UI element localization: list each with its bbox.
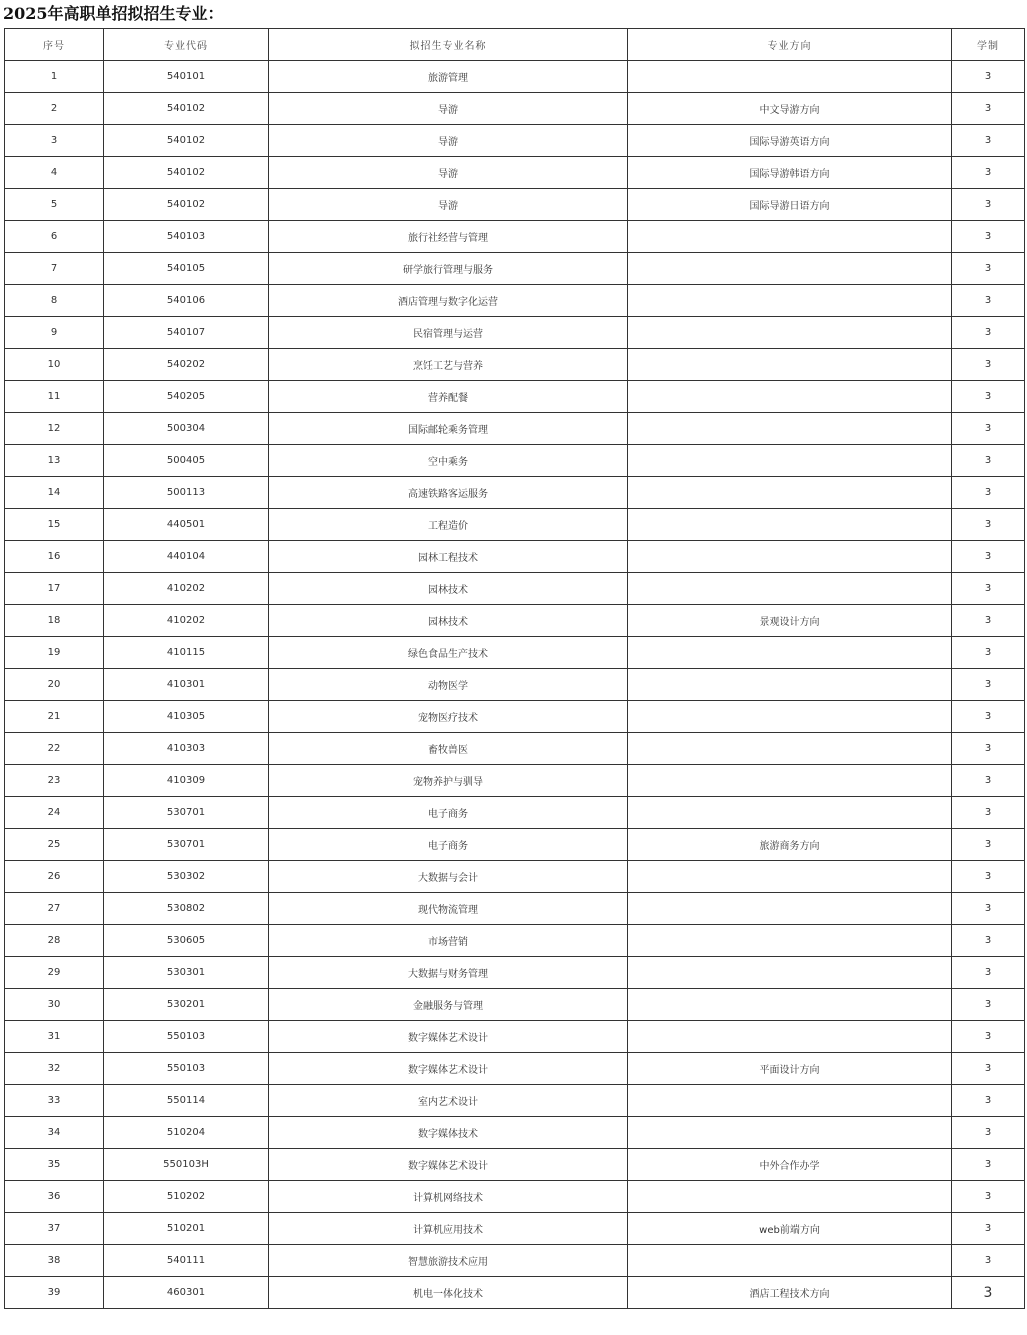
cell-direction: [628, 541, 952, 573]
cell-code: 530701: [104, 829, 269, 861]
cell-years: 3: [952, 189, 1025, 221]
table-row: [5, 157, 1025, 189]
header-years: 学制: [952, 29, 1025, 61]
cell-direction: [628, 1117, 952, 1149]
cell-code: 410301: [104, 669, 269, 701]
cell-code: 540111: [104, 1245, 269, 1277]
cell-major-name: 国际邮轮乘务管理: [269, 413, 628, 445]
cell-code: 510202: [104, 1181, 269, 1213]
cell-years: 3: [952, 253, 1025, 285]
cell-code: 540103: [104, 221, 269, 253]
cell-index: 15: [5, 509, 104, 541]
cell-direction: [628, 1021, 952, 1053]
table-row: [5, 733, 1025, 765]
cell-index: 16: [5, 541, 104, 573]
table-row: [5, 861, 1025, 893]
cell-direction: [628, 349, 952, 381]
cell-direction: [628, 61, 952, 93]
table-row: [5, 1181, 1025, 1213]
cell-years: 3: [952, 733, 1025, 765]
cell-major-name: 研学旅行管理与服务: [269, 253, 628, 285]
cell-code: 410202: [104, 605, 269, 637]
cell-years: 3: [952, 1053, 1025, 1085]
cell-major-name: 烹饪工艺与营养: [269, 349, 628, 381]
cell-years: 3: [952, 125, 1025, 157]
cell-direction: [628, 1245, 952, 1277]
cell-major-name: 电子商务: [269, 797, 628, 829]
cell-major-name: 宠物医疗技术: [269, 701, 628, 733]
cell-index: 33: [5, 1085, 104, 1117]
cell-years: 3: [952, 509, 1025, 541]
cell-code: 530302: [104, 861, 269, 893]
cell-index: 26: [5, 861, 104, 893]
header-index: 序号: [5, 29, 104, 61]
cell-index: 21: [5, 701, 104, 733]
cell-direction: [628, 253, 952, 285]
cell-years: 3: [952, 1277, 1025, 1309]
cell-code: 530802: [104, 893, 269, 925]
cell-major-name: 导游: [269, 157, 628, 189]
cell-direction: [628, 861, 952, 893]
cell-years: 3: [952, 765, 1025, 797]
cell-major-name: 数字媒体技术: [269, 1117, 628, 1149]
cell-code: 540101: [104, 61, 269, 93]
cell-years: 3: [952, 1213, 1025, 1245]
cell-code: 540102: [104, 157, 269, 189]
cell-code: 550103: [104, 1021, 269, 1053]
cell-major-name: 酒店管理与数字化运营: [269, 285, 628, 317]
cell-major-name: 智慧旅游技术应用: [269, 1245, 628, 1277]
cell-major-name: 现代物流管理: [269, 893, 628, 925]
cell-years: 3: [952, 1245, 1025, 1277]
cell-direction: 中文导游方向: [628, 93, 952, 125]
table-row: [5, 381, 1025, 413]
table-row: [5, 989, 1025, 1021]
cell-years: 3: [952, 829, 1025, 861]
cell-direction: [628, 381, 952, 413]
cell-direction: 国际导游英语方向: [628, 125, 952, 157]
cell-index: 30: [5, 989, 104, 1021]
table-row: [5, 797, 1025, 829]
cell-years: 3: [952, 573, 1025, 605]
table-row: [5, 701, 1025, 733]
cell-years: 3: [952, 1021, 1025, 1053]
cell-years: 3: [952, 925, 1025, 957]
table-row: [5, 445, 1025, 477]
table-header: [5, 29, 1025, 61]
cell-index: 10: [5, 349, 104, 381]
header-direction: 专业方向: [628, 29, 952, 61]
table-row: [5, 669, 1025, 701]
cell-years: 3: [952, 701, 1025, 733]
cell-direction: 国际导游日语方向: [628, 189, 952, 221]
table-row: [5, 349, 1025, 381]
cell-index: 1: [5, 61, 104, 93]
cell-code: 530701: [104, 797, 269, 829]
cell-major-name: 数字媒体艺术设计: [269, 1053, 628, 1085]
cell-index: 6: [5, 221, 104, 253]
cell-code: 440501: [104, 509, 269, 541]
cell-direction: [628, 413, 952, 445]
cell-index: 28: [5, 925, 104, 957]
cell-major-name: 高速铁路客运服务: [269, 477, 628, 509]
cell-direction: [628, 1181, 952, 1213]
cell-major-name: 民宿管理与运营: [269, 317, 628, 349]
cell-direction: 中外合作办学: [628, 1149, 952, 1181]
cell-index: 36: [5, 1181, 104, 1213]
table-row: [5, 1053, 1025, 1085]
cell-major-name: 市场营销: [269, 925, 628, 957]
cell-years: 3: [952, 669, 1025, 701]
table-row: [5, 477, 1025, 509]
table-body: [5, 61, 1025, 1309]
cell-index: 27: [5, 893, 104, 925]
cell-direction: 国际导游韩语方向: [628, 157, 952, 189]
cell-index: 9: [5, 317, 104, 349]
cell-code: 540102: [104, 125, 269, 157]
cell-index: 18: [5, 605, 104, 637]
cell-years: 3: [952, 349, 1025, 381]
cell-direction: [628, 797, 952, 829]
cell-direction: [628, 221, 952, 253]
cell-direction: [628, 989, 952, 1021]
table-row: [5, 573, 1025, 605]
cell-code: 530605: [104, 925, 269, 957]
table-row: [5, 1213, 1025, 1245]
cell-years: 3: [952, 1117, 1025, 1149]
table-row: [5, 221, 1025, 253]
cell-index: 2: [5, 93, 104, 125]
cell-code: 540107: [104, 317, 269, 349]
cell-code: 540102: [104, 93, 269, 125]
table-row: [5, 637, 1025, 669]
cell-index: 32: [5, 1053, 104, 1085]
cell-code: 550114: [104, 1085, 269, 1117]
cell-direction: [628, 669, 952, 701]
cell-years: 3: [952, 317, 1025, 349]
cell-direction: [628, 285, 952, 317]
cell-years: 3: [952, 93, 1025, 125]
table-row: [5, 893, 1025, 925]
cell-index: 34: [5, 1117, 104, 1149]
table-row: [5, 61, 1025, 93]
cell-years: 3: [952, 381, 1025, 413]
cell-direction: [628, 445, 952, 477]
cell-index: 13: [5, 445, 104, 477]
cell-major-name: 大数据与会计: [269, 861, 628, 893]
table-row: [5, 829, 1025, 861]
table-row: [5, 1277, 1025, 1309]
cell-major-name: 大数据与财务管理: [269, 957, 628, 989]
cell-major-name: 计算机网络技术: [269, 1181, 628, 1213]
cell-direction: [628, 957, 952, 989]
cell-index: 20: [5, 669, 104, 701]
cell-code: 540202: [104, 349, 269, 381]
cell-index: 4: [5, 157, 104, 189]
cell-major-name: 园林工程技术: [269, 541, 628, 573]
cell-code: 500405: [104, 445, 269, 477]
cell-direction: [628, 925, 952, 957]
cell-index: 8: [5, 285, 104, 317]
cell-direction: [628, 765, 952, 797]
cell-years: 3: [952, 221, 1025, 253]
cell-years: 3: [952, 605, 1025, 637]
cell-code: 550103H: [104, 1149, 269, 1181]
cell-direction: [628, 1085, 952, 1117]
table-row: [5, 125, 1025, 157]
table-row: [5, 317, 1025, 349]
cell-code: 540102: [104, 189, 269, 221]
header-name: 拟招生专业名称: [269, 29, 628, 61]
cell-index: 7: [5, 253, 104, 285]
cell-code: 510204: [104, 1117, 269, 1149]
cell-years: 3: [952, 157, 1025, 189]
cell-direction: [628, 733, 952, 765]
cell-code: 500113: [104, 477, 269, 509]
cell-index: 31: [5, 1021, 104, 1053]
header-row: [5, 29, 1025, 61]
cell-index: 11: [5, 381, 104, 413]
cell-major-name: 机电一体化技术: [269, 1277, 628, 1309]
cell-code: 410305: [104, 701, 269, 733]
cell-index: 23: [5, 765, 104, 797]
cell-code: 410303: [104, 733, 269, 765]
table-row: [5, 925, 1025, 957]
cell-years: 3: [952, 637, 1025, 669]
table-row: [5, 93, 1025, 125]
cell-years: 3: [952, 477, 1025, 509]
cell-index: 39: [5, 1277, 104, 1309]
cell-major-name: 畜牧兽医: [269, 733, 628, 765]
cell-major-name: 导游: [269, 189, 628, 221]
cell-direction: [628, 317, 952, 349]
cell-years: 3: [952, 957, 1025, 989]
cell-index: 12: [5, 413, 104, 445]
cell-index: 3: [5, 125, 104, 157]
table-row: [5, 253, 1025, 285]
cell-major-name: 园林技术: [269, 573, 628, 605]
header-code: 专业代码: [104, 29, 269, 61]
cell-major-name: 室内艺术设计: [269, 1085, 628, 1117]
cell-code: 550103: [104, 1053, 269, 1085]
cell-direction: 酒店工程技术方向: [628, 1277, 952, 1309]
majors-table: [4, 28, 1025, 1309]
table-row: [5, 1149, 1025, 1181]
cell-code: 410202: [104, 573, 269, 605]
cell-direction: [628, 701, 952, 733]
cell-code: 530201: [104, 989, 269, 1021]
cell-years: 3: [952, 1149, 1025, 1181]
cell-major-name: 园林技术: [269, 605, 628, 637]
cell-major-name: 营养配餐: [269, 381, 628, 413]
cell-code: 530301: [104, 957, 269, 989]
table-row: [5, 605, 1025, 637]
table-row: [5, 1245, 1025, 1277]
cell-years: 3: [952, 285, 1025, 317]
cell-major-name: 数字媒体艺术设计: [269, 1021, 628, 1053]
cell-index: 22: [5, 733, 104, 765]
cell-years: 3: [952, 445, 1025, 477]
cell-code: 540106: [104, 285, 269, 317]
cell-index: 38: [5, 1245, 104, 1277]
cell-code: 510201: [104, 1213, 269, 1245]
cell-major-name: 工程造价: [269, 509, 628, 541]
cell-code: 410309: [104, 765, 269, 797]
cell-direction: web前端方向: [628, 1213, 952, 1245]
table-row: [5, 509, 1025, 541]
cell-code: 410115: [104, 637, 269, 669]
cell-years: 3: [952, 989, 1025, 1021]
cell-major-name: 导游: [269, 93, 628, 125]
cell-code: 440104: [104, 541, 269, 573]
cell-direction: 景观设计方向: [628, 605, 952, 637]
cell-major-name: 导游: [269, 125, 628, 157]
cell-years: 3: [952, 861, 1025, 893]
cell-major-name: 电子商务: [269, 829, 628, 861]
cell-direction: [628, 477, 952, 509]
cell-major-name: 动物医学: [269, 669, 628, 701]
cell-code: 540205: [104, 381, 269, 413]
cell-index: 37: [5, 1213, 104, 1245]
table-row: [5, 1117, 1025, 1149]
cell-years: 3: [952, 541, 1025, 573]
table-row: [5, 765, 1025, 797]
cell-years: 3: [952, 413, 1025, 445]
table-row: [5, 1021, 1025, 1053]
cell-direction: [628, 509, 952, 541]
cell-index: 17: [5, 573, 104, 605]
cell-direction: [628, 893, 952, 925]
cell-years: 3: [952, 797, 1025, 829]
cell-major-name: 旅行社经营与管理: [269, 221, 628, 253]
cell-major-name: 绿色食品生产技术: [269, 637, 628, 669]
table-row: [5, 285, 1025, 317]
table-row: [5, 189, 1025, 221]
cell-index: 19: [5, 637, 104, 669]
cell-years: 3: [952, 61, 1025, 93]
cell-years: 3: [952, 1085, 1025, 1117]
cell-index: 29: [5, 957, 104, 989]
cell-major-name: 金融服务与管理: [269, 989, 628, 1021]
table-row: [5, 1085, 1025, 1117]
cell-major-name: 旅游管理: [269, 61, 628, 93]
cell-index: 5: [5, 189, 104, 221]
cell-direction: 平面设计方向: [628, 1053, 952, 1085]
cell-years: 3: [952, 893, 1025, 925]
cell-index: 14: [5, 477, 104, 509]
cell-code: 540105: [104, 253, 269, 285]
cell-code: 500304: [104, 413, 269, 445]
page-title: 2025年高职单招拟招生专业：: [3, 4, 224, 23]
cell-direction: [628, 637, 952, 669]
cell-direction: 旅游商务方向: [628, 829, 952, 861]
cell-major-name: 计算机应用技术: [269, 1213, 628, 1245]
cell-major-name: 数字媒体艺术设计: [269, 1149, 628, 1181]
table-row: [5, 413, 1025, 445]
cell-direction: [628, 573, 952, 605]
table-row: [5, 957, 1025, 989]
cell-major-name: 宠物养护与驯导: [269, 765, 628, 797]
cell-index: 25: [5, 829, 104, 861]
cell-index: 24: [5, 797, 104, 829]
cell-index: 35: [5, 1149, 104, 1181]
cell-years: 3: [952, 1181, 1025, 1213]
table-row: [5, 541, 1025, 573]
cell-major-name: 空中乘务: [269, 445, 628, 477]
cell-code: 460301: [104, 1277, 269, 1309]
